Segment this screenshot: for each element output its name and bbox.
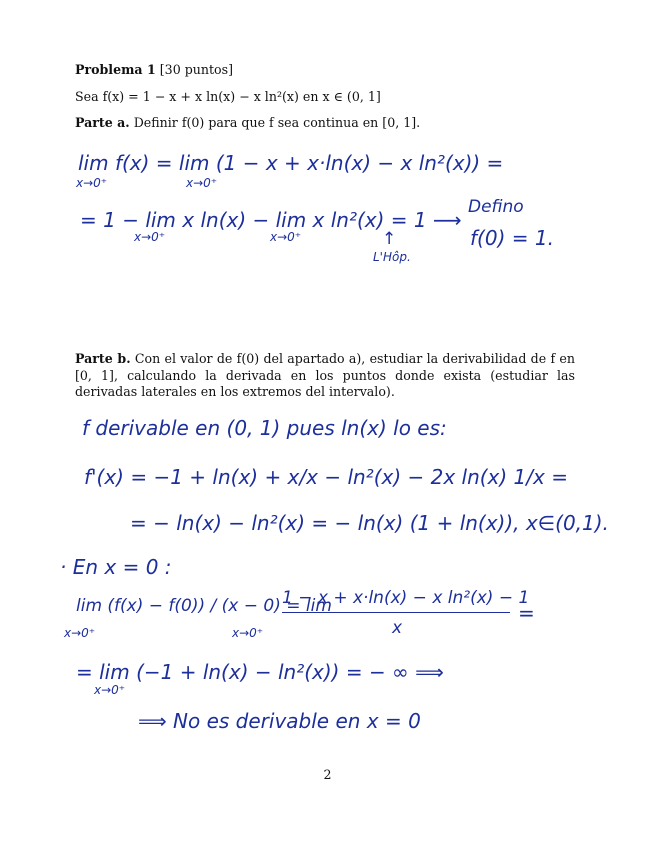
hw-b-line5-numerator: 1 − x + x·ln(x) − x ln²(x) − 1 — [282, 588, 530, 608]
part-a-label: Parte a. — [75, 115, 130, 130]
problem-heading: Problema 1 — [75, 62, 156, 77]
problem-statement: Sea f(x) = 1 − x + x ln(x) − x ln²(x) en x ∈ (0, 1] — [75, 89, 381, 104]
hw-a-hopital: L'Hôp. — [373, 250, 411, 264]
hw-a-line1-sub1: x→0⁺ — [76, 176, 108, 190]
hw-b-line7: ⟹ No es derivable en x = 0 — [138, 709, 421, 733]
hw-a-line1: lim f(x) = lim (1 − x + x·ln(x) − x ln²(x)) = — [78, 151, 504, 175]
hw-b-line2: f'(x) = −1 + ln(x) + x/x − ln²(x) − 2x ln(x) 1/x = — [84, 465, 568, 489]
part-b-prompt — [75, 351, 575, 401]
hw-b-line5-sub1: x→0⁺ — [64, 626, 96, 640]
hw-a-arrow-note: ↑ — [382, 229, 397, 249]
hw-b-line5-left: lim (f(x) − f(0)) / (x − 0) = lim — [76, 596, 332, 616]
hw-b-line5-sub2: x→0⁺ — [232, 626, 264, 640]
hw-a-line2-sub2: x→0⁺ — [270, 230, 302, 244]
hw-b-line5-denominator: x — [392, 618, 403, 638]
problem-header — [75, 61, 233, 78]
hw-b-line5-equals: = — [518, 601, 535, 625]
hw-a-line1-sub2: x→0⁺ — [186, 176, 218, 190]
hw-a-f0: f(0) = 1. — [470, 226, 554, 250]
fraction-bar — [282, 612, 510, 613]
hw-b-line6-sub: x→0⁺ — [94, 683, 126, 697]
part-a-prompt — [75, 114, 420, 131]
page-number: 2 — [323, 767, 332, 782]
part-b-text: Con el valor de f(0) del apartado a), estudiar la derivabilidad de f en [0, 1], calculando la derivada en los puntos donde exista (estudiar las derivadas laterales en los extremos del intervalo). — [75, 351, 575, 400]
hw-b-line4: · En x = 0 : — [60, 555, 172, 579]
hw-a-line2-sub1: x→0⁺ — [134, 230, 166, 244]
hw-b-line3: = − ln(x) − ln²(x) = − ln(x) (1 + ln(x)), x∈(0,1). — [130, 511, 609, 535]
part-a-text: Definir f(0) para que f sea continua en [0, 1]. — [133, 115, 421, 130]
problem-points: [30 puntos] — [159, 62, 234, 77]
hw-a-defino: Defino — [468, 197, 524, 217]
hw-b-line6: = lim (−1 + ln(x) − ln²(x)) = − ∞ ⟹ — [76, 660, 444, 684]
hw-a-line2: = 1 − lim x ln(x) − lim x ln²(x) = 1 ⟶ — [80, 208, 462, 232]
part-b-label: Parte b. — [75, 351, 131, 366]
hw-b-line1: f derivable en (0, 1) pues ln(x) lo es: — [82, 416, 447, 440]
